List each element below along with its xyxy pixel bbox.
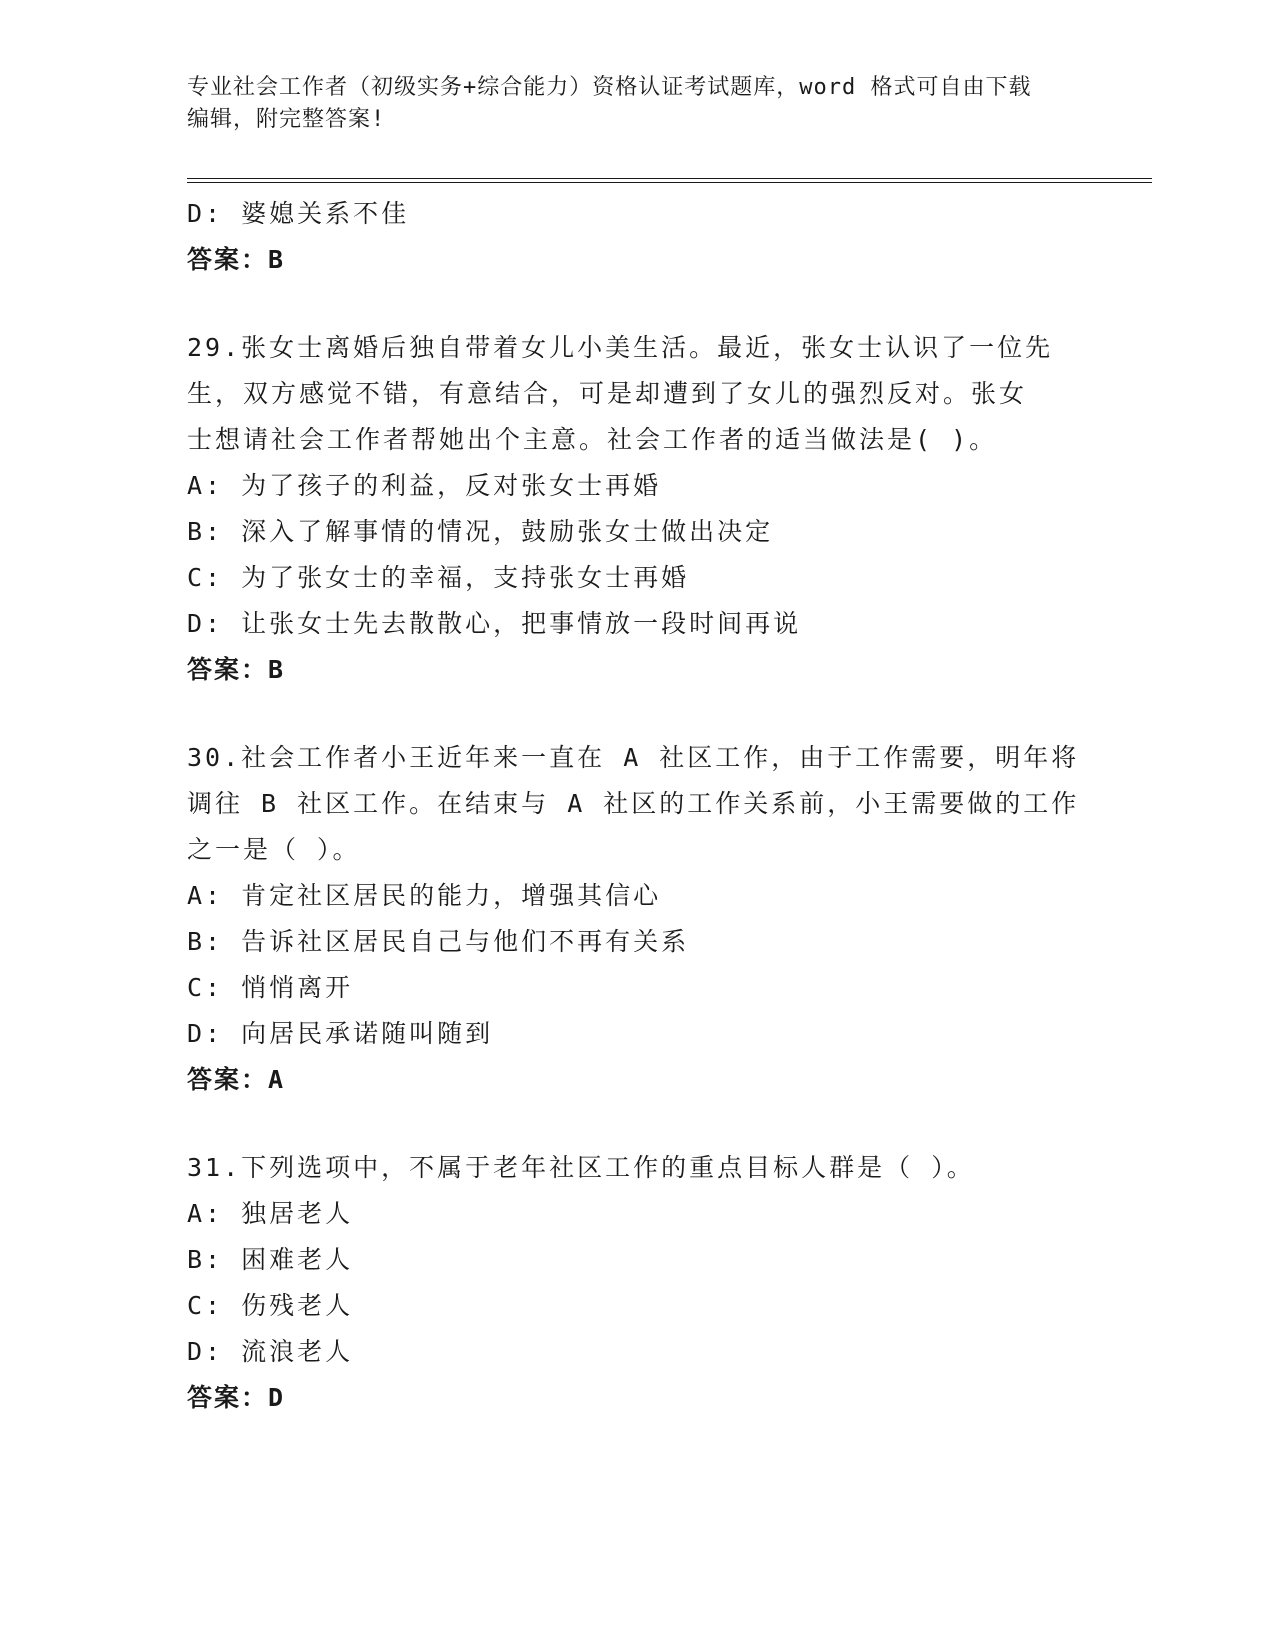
answer-line: 答案：B: [187, 655, 286, 684]
question-28-tail: [187, 191, 1087, 283]
answer-line: 答案：D: [187, 1383, 286, 1412]
option-b: B: 深入了解事情的情况，鼓励张女士做出决定: [187, 517, 774, 546]
question-stem-line: 士想请社会工作者帮她出个主意。社会工作者的适当做法是( )。: [187, 425, 998, 454]
question-31: [187, 1145, 1087, 1421]
answer-line: 答案：A: [187, 1065, 286, 1094]
header-rule-top: [187, 178, 1152, 179]
question-stem-line: 29.张女士离婚后独自带着女儿小美生活。最近，张女士认识了一位先: [187, 333, 1054, 362]
option-c: C: 为了张女士的幸福，支持张女士再婚: [187, 563, 690, 592]
spacer: [187, 1103, 1087, 1145]
header-line-2: 编辑，附完整答案!: [187, 107, 386, 132]
option-a: A: 独居老人: [187, 1199, 354, 1228]
option-a: A: 肯定社区居民的能力，增强其信心: [187, 881, 662, 910]
option-c: C: 伤残老人: [187, 1291, 354, 1320]
option-c: C: 悄悄离开: [187, 973, 354, 1002]
question-stem-line: 调往 B 社区工作。在结束与 A 社区的工作关系前，小王需要做的工作: [187, 789, 1080, 818]
spacer: [187, 283, 1087, 325]
option-b: B: 困难老人: [187, 1245, 354, 1274]
answer-line: 答案：B: [187, 245, 286, 274]
page-header: [187, 72, 1087, 136]
option-d: D: 婆媳关系不佳: [187, 199, 410, 228]
option-d: D: 流浪老人: [187, 1337, 354, 1366]
option-a: A: 为了孩子的利益，反对张女士再婚: [187, 471, 662, 500]
spacer: [187, 693, 1087, 735]
header-rule-bottom: [187, 182, 1152, 183]
option-d: D: 让张女士先去散散心，把事情放一段时间再说: [187, 609, 802, 638]
question-stem-line: 生，双方感觉不错，有意结合，可是却遭到了女儿的强烈反对。张女: [187, 379, 1028, 408]
question-29: [187, 325, 1087, 693]
option-b: B: 告诉社区居民自己与他们不再有关系: [187, 927, 690, 956]
option-d: D: 向居民承诺随叫随到: [187, 1019, 494, 1048]
question-30: [187, 735, 1087, 1103]
question-stem-line: 之一是（ ）。: [187, 835, 361, 864]
question-stem-line: 30.社会工作者小王近年来一直在 A 社区工作，由于工作需要，明年将: [187, 743, 1080, 772]
question-stem-line: 31.下列选项中，不属于老年社区工作的重点目标人群是（ ）。: [187, 1153, 975, 1182]
header-line-1: 专业社会工作者（初级实务+综合能力）资格认证考试题库，word 格式可自由下载: [187, 75, 1032, 100]
question-list: [187, 191, 1087, 1421]
